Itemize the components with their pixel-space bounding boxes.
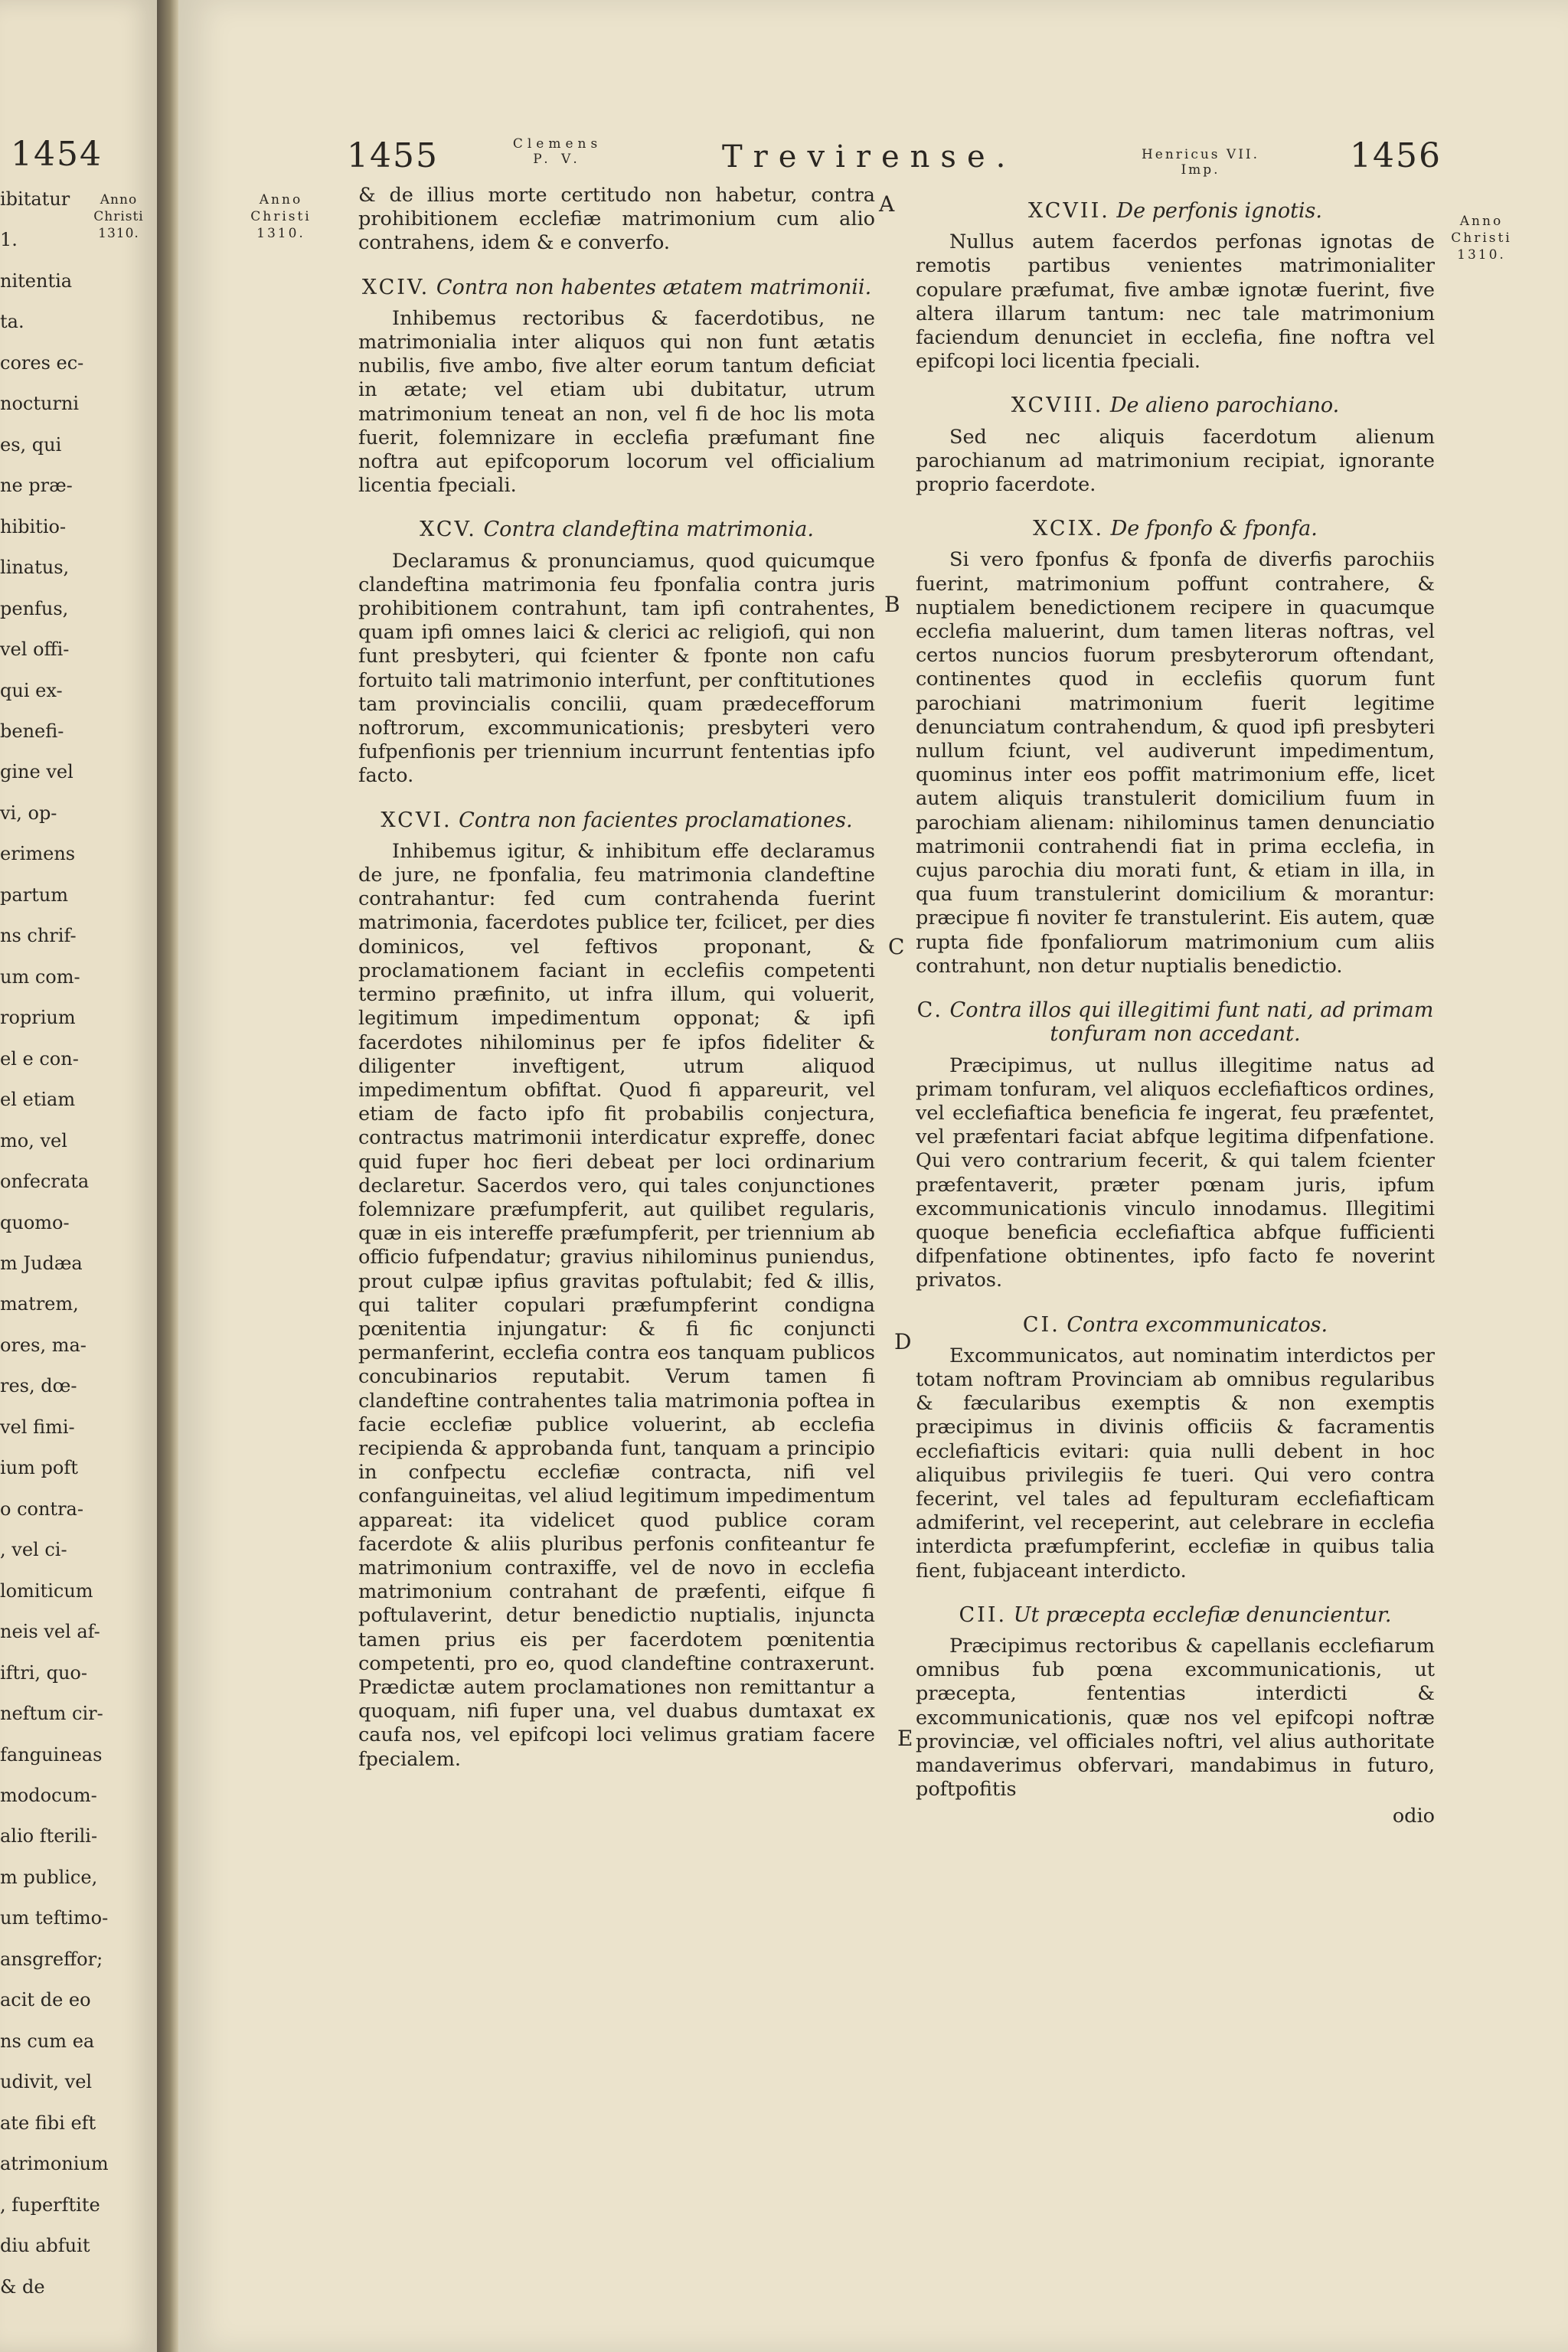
section-text: Sed nec aliquis facerdotum alienum parochianum ad matrimonium recipiat, ignorante proprio facerdote.	[916, 425, 1435, 497]
section-heading	[358, 808, 875, 832]
previous-page-fragment: & de	[0, 2275, 45, 2298]
previous-page-fragment: vel offi-	[0, 639, 70, 661]
previous-page-fragment: neis vel af-	[0, 1621, 100, 1643]
previous-page-fragment: matrem,	[0, 1293, 79, 1315]
left-text-column	[358, 184, 875, 1775]
section-text: Inhibemus rectoribus & facerdotibus, ne matrimonialia inter aliquos qui non funt ætatis nubilis, five ambo, five alter eorum tantum deficiat in ætate; vel etiam ubi dubitatur, utrum matrimonium teneat an non, vel fi de hoc lis mota fuerit, folemnizare in ecclefia præfumant fine noftra aut epifcoporum locorum vel officialium licentia fpeciali.	[358, 306, 875, 498]
previous-page-fragment: el etiam	[0, 1089, 76, 1111]
emperor-running-head	[1112, 147, 1289, 178]
previous-page-fragment: roprium	[0, 1007, 76, 1029]
anno-line: 1310.	[1457, 247, 1506, 263]
catchword: odio	[1392, 1805, 1435, 1828]
previous-page-fragment: udivit, vel	[0, 2071, 93, 2093]
section-number: XCVIII.	[1011, 394, 1104, 418]
previous-page-fragment: linatus,	[0, 557, 70, 579]
section-number: XCVI.	[381, 808, 452, 832]
right-page-number: 1456	[1350, 136, 1442, 175]
section-text: Declaramus & pronunciamus, quod quicumque clandeftina matrimonia feu fponfalia contra juris prohibitionem contrahunt, tam ipfi contrahentes, quam ipfi omnes laici & clerici ac religiofi, qui non funt presbyteri, qui fcienter & fponte non cafu fortuito tali matrimonio interfunt, per conftitutiones tam provincialis concilii, quam prædecefforum noftrorum, excommunicationis; presbyteri vero fufpenfionis per triennium incurrunt fententias ipfo facto.	[358, 549, 875, 788]
previous-anno-line: Anno	[100, 192, 138, 207]
previous-page-fragment: erimens	[0, 843, 76, 865]
section-title: Contra illos qui illegitimi funt nati, ad primam tonfuram non accedant.	[949, 998, 1434, 1047]
section-heading	[358, 276, 875, 299]
section-title: De alieno parochiano.	[1109, 394, 1340, 418]
previous-page-fragment: ns chrif-	[0, 925, 77, 947]
section-letter-b: B	[884, 592, 900, 617]
section-letter-a: A	[879, 191, 895, 217]
anno-line: 1310.	[256, 226, 305, 241]
pope-name: Clemens	[512, 136, 603, 152]
section-heading	[358, 518, 875, 541]
previous-page-anno-note	[84, 191, 153, 242]
previous-page-fragment: quomo-	[0, 1211, 70, 1233]
previous-page-fragment: um com-	[0, 965, 80, 988]
left-margin-anno	[231, 191, 331, 242]
section-letter-e: E	[897, 1726, 913, 1751]
previous-anno-line: 1310.	[98, 226, 139, 241]
section-title: Contra excommunicatos.	[1067, 1312, 1328, 1337]
pope-title: P. V.	[533, 152, 582, 167]
emperor-name: Henricus VII.	[1141, 147, 1260, 162]
right-margin-anno	[1432, 213, 1531, 263]
previous-page-fragment: qui ex-	[0, 679, 63, 701]
previous-page-fragment: ns cum ea	[0, 2030, 95, 2052]
section-number: XCVII.	[1028, 199, 1110, 223]
section-number: CII.	[959, 1602, 1008, 1627]
section-letter-c: C	[888, 934, 905, 959]
book-gutter	[157, 0, 178, 2352]
previous-page-fragment: mo, vel	[0, 1129, 67, 1152]
previous-page-fragment: ores, ma-	[0, 1334, 87, 1356]
previous-page-fragment: cores ec-	[0, 351, 84, 374]
section-text: Præcipimus rectoribus & capellanis ecclefiarum omnibus fub pœna excommunicationis, ut præcepta, fententias interdicti & excommunicationis, quæ nos vel epifcopi noftræ provinciæ, vel officiales noftri, vel alius authoritate mandaverimus obfervari, mandabimus in futuro, poftpofitis	[916, 1634, 1435, 1802]
section-text: Nullus autem facerdos perfonas ignotas de remotis partibus venientes matrimonialiter copulare præfumat, five ambæ ignotæ fuerint, five altera illarum tantum: nec tale matrimonium faciendum denunciet in ecclefia, fine noftra vel epifcopi loci licentia fpeciali.	[916, 230, 1435, 374]
previous-page-fragment: es, qui	[0, 433, 62, 456]
section-text: Præcipimus, ut nullus illegitime natus ad primam tonfuram, vel aliquos ecclefiafticos ordines, vel ecclefiaftica beneficia fe ingerat, feu præfentet, vel præfentari faciat abfque legitima difpenfatione. Qui vero contrarium fecerit, & qui talem fcienter præfentaverit, præter pœnam juris, ipfum excommunicationis vinculo innodamus. Illegitimi quoque beneficia ecclefiaftica abfque fufficienti difpenfatione obtinentes, ipfo facto fe noverint privatos.	[916, 1054, 1435, 1292]
opening-text: & de illius morte certitudo non habetur, contra prohibitionem ecclefiæ matrimonium cum alio contrahens, idem & e converfo.	[358, 184, 875, 255]
section-number: CI.	[1022, 1312, 1060, 1337]
section-number: XCIV.	[361, 275, 430, 299]
anno-line: Anno	[259, 192, 303, 207]
previous-page	[0, 0, 162, 2352]
previous-page-fragment: gine vel	[0, 761, 74, 783]
previous-page-fragment: 1.	[0, 229, 18, 251]
previous-page-fragment: diu abfuit	[0, 2235, 90, 2257]
previous-page-fragment: o contra-	[0, 1498, 83, 1520]
previous-page-fragment: vel fimi-	[0, 1416, 75, 1438]
section-text: Inhibemus igitur, & inhibitum effe declaramus de jure, ne fponfalia, feu matrimonia clandeftine contrahantur: fed cum contrahenda fuerint matrimonia, facerdotes publice ter, fcilicet, per dies dominicos, vel feftivos proponant, & proclamationem faciant in ecclefiis competenti termino præfinito, ut infra illum, qui voluerit, legitimum impedimentum opponat; & ipfi facerdotes nihilominus per fe ipfos fideliter & diligenter inveftigent, utrum aliquod impedimentum obfiftat. Quod fi appareurit, vel etiam de facto ipfo fit probabilis conjectura, contractus matrimonii interdicatur expreffe, donec quid fuper hoc fieri debeat per loci ordinarium declaretur. Sacerdos vero, qui tales conjunctiones folemnizare præfumpferit, aut quilibet regularis, quæ in eis intereffe præfumpferit, per triennium ab officio fufpendatur; gravius nihilominus puniendus, prout culpæ ipfius gravitas poftulabit; fed & illis, qui taliter copulari præfumpferint condigna pœnitentia injungatur: & fi fic conjuncti permanferint, ecclefia contra eos tanquam publicos concubinarios reputabit. Verum tamen fi clandeftine contrahentes talia matrimonia poftea in facie ecclefiæ publice voluerint, ab ecclefia recipienda & approbanda funt, tanquam a principio in confpectu ecclefiæ contracta, nifi vel confanguineitas, vel aliud legitimum impedimentum appareat: ita videlicet quod publice coram facerdote & aliis pluribus perfonis confiteantur fe matrimonium contraxiffe, vel de novo in ecclefia matrimonium contrahant de præfenti, eifque fi poftulaverint, detur benedictio nuptialis, injuncta tamen prius eis per facerdotem pœnitentia competenti, pro eo, quod clandeftine contraxerunt. Prædictæ autem proclamationes non remittantur a quoquam, nifi fuper una, vel duabus dumtaxat ex caufa nos, vel epifcopi loci velimus gratiam facere fpecialem.	[358, 839, 875, 1771]
section-text: Excommunicatos, aut nominatim interdictos per totam noftram Provinciam ab omnibus regularibus & fæcularibus exemptis & non exemptis præcipimus in divinis officiis & facramentis ecclefiafticis evitari: quia nulli debent in hoc aliquibus privilegiis fe tueri. Qui vero contra fecerint, vel tales ad fepulturam ecclefiafticam admiferint, vel receperint, aut celebrare in ecclefia interdicta præfumpferint, ecclefiæ in quibus talia fient, fubjaceant interdicto.	[916, 1344, 1435, 1583]
previous-page-fragment: modocum-	[0, 1785, 97, 1806]
previous-page-fragment: ium poft	[0, 1457, 78, 1479]
previous-page-fragment: partum	[0, 884, 69, 906]
previous-page-fragment: ta.	[0, 311, 24, 333]
section-title: Contra non habentes ætatem matrimonii.	[436, 275, 872, 299]
previous-page-fragment: onfecrata	[0, 1171, 90, 1193]
previous-page-fragment: penfus,	[0, 597, 69, 619]
previous-page-fragment: ansgreffor;	[0, 1948, 103, 1970]
anno-line: Christi	[1451, 230, 1512, 246]
emperor-title: Imp.	[1181, 162, 1220, 178]
page-title: Trevirense.	[722, 139, 1017, 175]
previous-page-fragment: ate fibi eft	[0, 2112, 96, 2134]
section-title: Contra non facientes proclamationes.	[459, 808, 853, 832]
section-heading	[916, 998, 1435, 1046]
section-title: Contra clandeftina matrimonia.	[483, 518, 814, 542]
section-number: XCIX.	[1033, 517, 1105, 541]
section-heading	[916, 394, 1435, 417]
previous-page-fragment: iftri, quo-	[0, 1661, 87, 1684]
previous-page-fragment: , fuperftite	[0, 2194, 100, 2216]
previous-page-fragment: ibitatur	[0, 188, 70, 210]
section-title: Ut præcepta ecclefiæ denuncientur.	[1013, 1602, 1392, 1627]
section-heading	[916, 517, 1435, 541]
previous-page-fragment: alio fterili-	[0, 1825, 98, 1847]
previous-page-number: 1454	[11, 135, 103, 174]
previous-page-fragment: hibitio-	[0, 515, 67, 537]
section-heading	[916, 1313, 1435, 1337]
section-heading	[916, 1603, 1435, 1627]
previous-page-fragment: benefi-	[0, 720, 64, 742]
previous-page-fragment: el e con-	[0, 1047, 79, 1070]
previous-anno-line: Christi	[93, 209, 144, 224]
anno-line: Christi	[250, 209, 312, 224]
previous-page-fragment: neftum cir-	[0, 1703, 103, 1725]
right-text-column	[916, 199, 1435, 1829]
previous-page-fragment: nitentia	[0, 270, 73, 292]
previous-page-fragment: ne præ-	[0, 475, 73, 497]
previous-page-fragment: res, dœ-	[0, 1375, 77, 1397]
section-title: De perfonis ignotis.	[1116, 199, 1322, 223]
previous-page-fragment: fanguineas	[0, 1743, 103, 1766]
previous-page-fragment: m Judæa	[0, 1253, 83, 1274]
previous-page-fragment: atrimonium	[0, 2153, 109, 2175]
left-page-number: 1455	[347, 136, 439, 175]
section-text: Si vero fponfus & fponfa de diverfis parochiis fuerint, matrimonium poffunt contrahere, & nuptialem benedictionem recipere in quacumque ecclefia maluerint, dum tamen literas noftras, vel certos nuncios fuorum presbyterorum oftendant, continentes quod in ecclefiis quorum funt parochiani matrimonium fuerit legitime denunciatum contrahendum, & quod ipfi presbyteri nullum fciunt, vel audiverunt impedimentum, quominus inter eos poffit matrimonium effe, licet autem aliquis transtulerit domicilium fuum in parochiam alienam: nihilominus tamen denunciatio matrimonii contrahendi fiat in prima ecclefia, in cujus parochia diu morati funt, & etiam in illa, in qua fuum transtulerint domicilium & morantur: præcipue fi noviter fe transtulerint. Eis autem, quæ rupta fide fponfaliorum matrimonium cum aliis contrahunt, non detur nuptialis benedictio.	[916, 548, 1435, 978]
section-letter-d: D	[894, 1329, 912, 1354]
previous-page-fragment: , vel ci-	[0, 1539, 67, 1561]
anno-line: Anno	[1459, 214, 1504, 229]
previous-page-fragment: vi, op-	[0, 802, 57, 824]
previous-page-fragment: lomiticum	[0, 1579, 93, 1602]
section-title: De fponfo & fponfa.	[1110, 517, 1318, 541]
pope-running-head	[492, 136, 622, 167]
previous-page-fragment: um teftimo-	[0, 1907, 109, 1929]
previous-page-fragment: nocturni	[0, 393, 80, 415]
previous-page-fragment: m publice,	[0, 1866, 98, 1888]
previous-page-fragment: acit de eo	[0, 1989, 91, 2011]
section-number: XCV.	[420, 518, 477, 542]
section-number: C.	[916, 998, 943, 1023]
section-heading	[916, 199, 1435, 223]
